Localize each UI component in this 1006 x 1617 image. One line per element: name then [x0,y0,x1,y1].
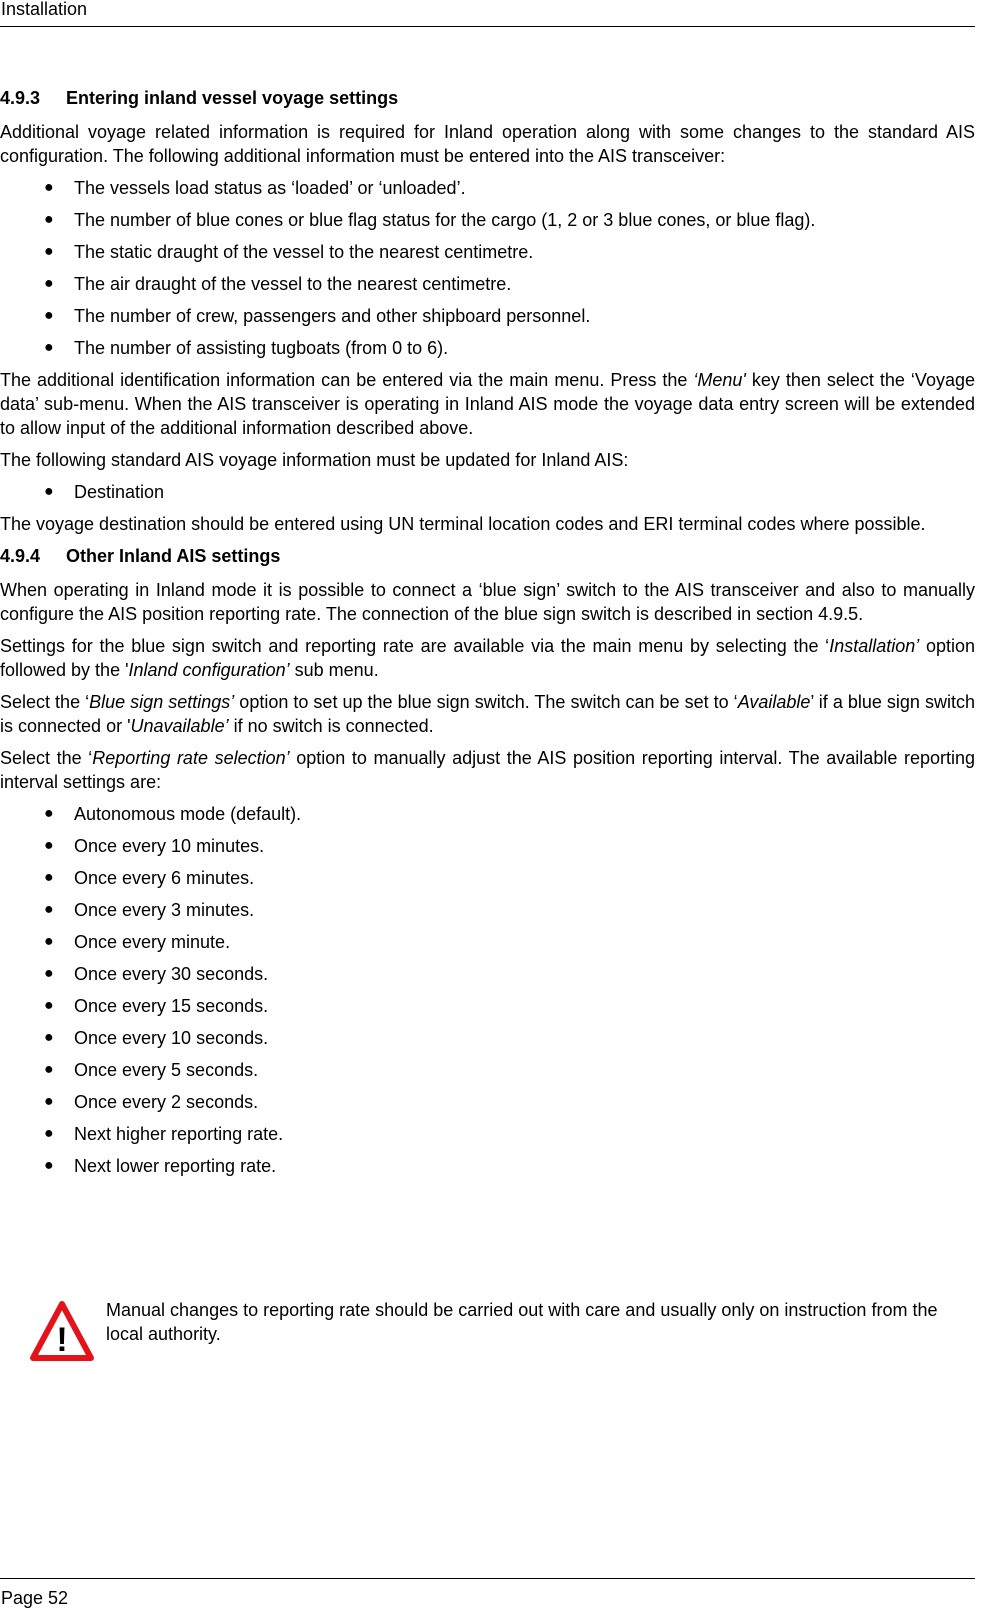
section-heading-4-9-3 [0,86,975,110]
bullet-icon: ● [44,869,54,886]
bullet-icon: ● [44,901,54,918]
warning-triangle-icon [29,1300,95,1362]
bullet-icon: ● [44,1029,54,1046]
list-item: ● Once every 3 minutes. [44,900,255,920]
list-item: ● Once every 30 seconds. [44,964,269,984]
list-item: ● The number of crew, passengers and other shipboard personnel. [44,306,591,326]
bullet-icon: ● [44,933,54,950]
menu-key-label: ‘Menu' [693,370,746,390]
paragraph-settings-location: Settings for the blue sign switch and reporting rate are available via the main menu by selecting the ‘Installation’ option followed by the 'Inland configuration’ sub menu. [0,636,976,680]
bullet-icon: ● [44,179,54,196]
page-header [0,0,975,27]
required-info-list [0,176,975,360]
running-header-title: Installation [1,0,88,19]
list-item: ● The air draught of the vessel to the nearest centimetre. [44,274,512,294]
bullet-icon: ● [44,339,54,356]
page-footer [0,1578,975,1617]
list-item: ● The number of assisting tugboats (from 0 to 6). [44,338,449,358]
list-item: ● The vessels load status as ‘loaded’ or ‘unloaded’. [44,178,466,198]
paragraph-blue-sign-settings: Select the ‘Blue sign settings’ option to set up the blue sign switch. The switch can be set to ‘Available’ if a blue sign switch is connected or 'Unavailable’ if no switch is connected. [0,692,975,736]
list-item: ● Once every 10 seconds. [44,1028,269,1048]
list-item: ● Autonomous mode (default). [44,804,302,824]
list-item: ● Next lower reporting rate. [44,1156,277,1176]
reporting-rate-list [0,802,975,1178]
svg-text:!: ! [56,1321,68,1359]
list-item: ● Once every 2 seconds. [44,1092,259,1112]
paragraph-destination: The voyage destination should be entered using UN terminal location codes and ERI terminal codes where possible. [0,514,926,534]
bullet-icon: ● [44,211,54,228]
list-item: ● The number of blue cones or blue flag status for the cargo (1, 2 or 3 blue cones, or blue flag). [44,210,816,230]
bullet-icon: ● [44,805,54,822]
paragraph-blue-sign-intro: When operating in Inland mode it is possible to connect a ‘blue sign’ switch to the AIS transceiver and also to manually configure the AIS position reporting rate. The connection of the blue sign switch is described in section 4.9.5. [0,580,975,624]
paragraph-intro: Additional voyage related information is required for Inland operation along with some changes to the standard AIS configuration. The following additional information must be entered into the AIS transceiver: [0,122,975,166]
section-title: Other Inland AIS settings [66,546,281,566]
list-item: ● The static draught of the vessel to the nearest centimetre. [44,242,534,262]
bullet-icon: ● [44,965,54,982]
bullet-icon: ● [44,483,54,500]
section-number: 4.9.3 [0,88,41,108]
bullet-icon: ● [44,997,54,1014]
main-content [0,86,975,1186]
list-item: ● Once every 15 seconds. [44,996,269,1016]
bullet-icon: ● [44,837,54,854]
list-item: ● Once every 5 seconds. [44,1060,259,1080]
paragraph-menu-instructions: The additional identification information can be entered via the main menu. Press the ‘Menu' key then select the ‘Voyage data’ sub-menu. When the AIS transceiver is operating in Inland AIS mode the voyage data entry screen will be extended to allow input of the additional information described above. [0,370,975,438]
bullet-icon: ● [44,1061,54,1078]
list-item: ● Destination [44,482,165,502]
list-item: ● Once every 6 minutes. [44,868,255,888]
list-item: ● Once every 10 minutes. [44,836,265,856]
warning-text: Manual changes to reporting rate should be carried out with care and usually only on instruction from the local authority. [106,1300,938,1344]
paragraph-standard-info: The following standard AIS voyage information must be updated for Inland AIS: [0,450,629,470]
section-heading-4-9-4 [0,544,975,568]
section-number: 4.9.4 [0,546,41,566]
bullet-icon: ● [44,307,54,324]
page-number: Page 52 [1,1588,69,1608]
bullet-icon: ● [44,275,54,292]
list-item: ● Once every minute. [44,932,231,952]
bullet-icon: ● [44,243,54,260]
section-title: Entering inland vessel voyage settings [66,88,399,108]
list-item: ● Next higher reporting rate. [44,1124,284,1144]
bullet-icon: ● [44,1125,54,1142]
bullet-icon: ● [44,1093,54,1110]
warning-note [0,1300,975,1370]
standard-info-list [0,480,975,504]
bullet-icon: ● [44,1157,54,1174]
paragraph-reporting-rate: Select the ‘Reporting rate selection’ option to manually adjust the AIS position reporting interval. The available reporting interval settings are: [0,748,975,792]
